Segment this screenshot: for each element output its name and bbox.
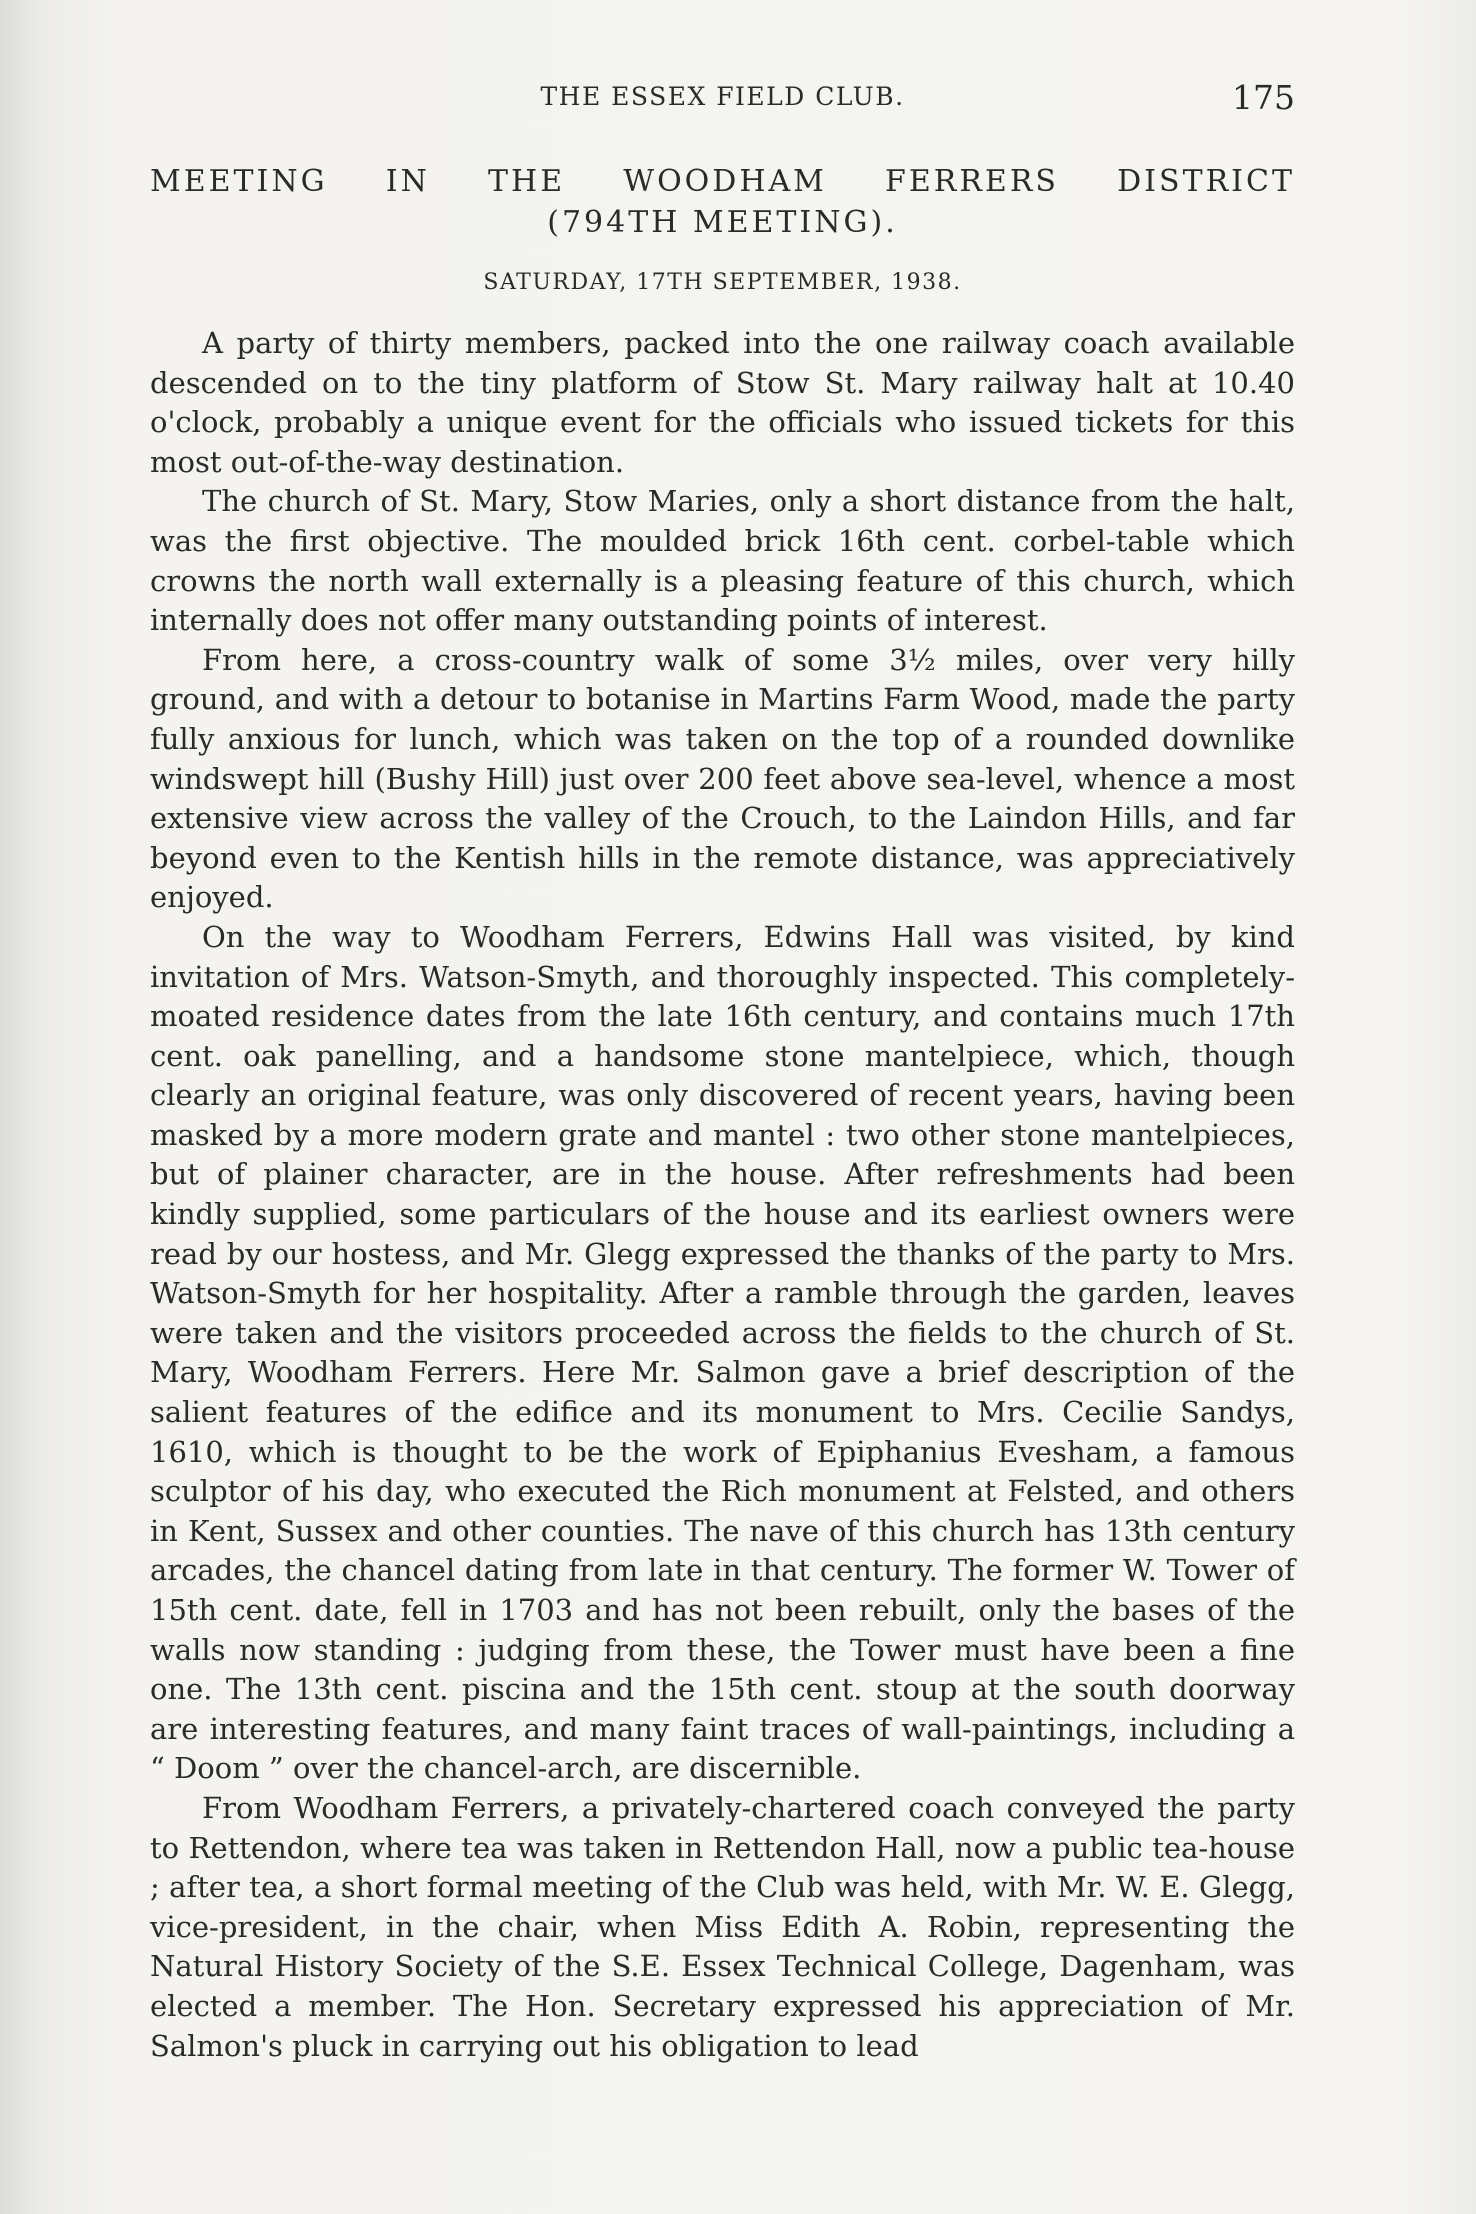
heading-word: DISTRICT	[1117, 164, 1295, 199]
page-number: 175	[1232, 78, 1295, 117]
meeting-heading-line-2: (794TH MEETING).	[547, 205, 898, 240]
meeting-heading-line-1	[150, 164, 1295, 199]
paragraph: The church of St. Mary, Stow Maries, only a short distance from the halt, was the first objective. The moulded brick 16th cent. corbel-table which crowns the north wall externally is a pleasing feature of this church, which internally does not offer many outstanding points of interest.	[150, 484, 1295, 638]
heading-word: THE	[488, 164, 566, 199]
running-head-title: THE ESSEX FIELD CLUB.	[540, 82, 905, 111]
body-text	[150, 324, 1295, 2066]
paragraph: From Woodham Ferrers, a privately-chartered coach conveyed the party to Rettendon, where tea was taken in Rettendon Hall, now a public tea-house ; after tea, a short formal meeting of the Club was held, with Mr. W. E. Glegg, vice-president, in the chair, when Miss Edith A. Robin, representing the Natural History Society of the S.E. Essex Technical College, Dagenham, was elected a member. The Hon. Secretary expressed his appreciation of Mr. Salmon's pluck in carrying out his obligation to lead	[150, 1790, 1295, 2063]
paragraph: From here, a cross-country walk of some 3½ miles, over very hilly ground, and with a detour to botanise in Martins Farm Wood, made the party fully anxious for lunch, which was taken on the top of a rounded downlike windswept hill (Bushy Hill) just over 200 feet above sea-level, whence a most extensive view across the valley of the Crouch, to the Laindon Hills, and far beyond even to the Kentish hills in the remote distance, was appreciatively enjoyed.	[150, 642, 1295, 915]
paragraph: On the way to Woodham Ferrers, Edwins Hall was visited, by kind invitation of Mrs. Watson-Smyth, and thoroughly inspected. This completely-moated residence dates from the late 16th century, and contains much 17th cent. oak panelling, and a handsome stone mantelpiece, which, though clearly an original feature, was only discovered of recent years, having been masked by a more modern grate and mantel : two other stone mantelpieces, but of plainer character, are in the house. After refreshments had been kindly supplied, some particulars of the house and its earliest owners were read by our hostess, and Mr. Glegg expressed the thanks of the party to Mrs. Watson-Smyth for her hospitality. After a ramble through the garden, leaves were taken and the visitors proceeded across the fields to the church of St. Mary, Woodham Ferrers. Here Mr. Salmon gave a brief description of the salient features of the edifice and its monument to Mrs. Cecilie Sandys, 1610, which is thought to be the work of Epiphanius Evesham, a famous sculptor of his day, who executed the Rich monument at Felsted, and others in Kent, Sussex and other counties. The nave of this church has 13th century arcades, the chancel dating from late in that century. The former W. Tower of 15th cent. date, fell in 1703 and has not been rebuilt, only the bases of the walls now standing : judging from these, the Tower must have been a fine one. The 13th cent. piscina and the 15th cent. stoup at the south doorway are interesting features, and many faint traces of wall-paintings, including a “ Doom ” over the chancel-arch, are discernible.	[150, 919, 1295, 1786]
heading-word: MEETING	[150, 164, 328, 199]
meeting-heading	[150, 164, 1295, 240]
paragraph: A party of thirty members, packed into the one railway coach available descended on to the tiny platform of Stow St. Mary railway halt at 10.40 o'clock, probably a unique event for the officials who issued tickets for this most out-of-the-way destination.	[150, 326, 1295, 479]
heading-word: WOODHAM	[623, 164, 827, 199]
meeting-date: SATURDAY, 17TH SEPTEMBER, 1938.	[483, 270, 962, 295]
running-head	[150, 78, 1295, 122]
heading-word: FERRERS	[885, 164, 1059, 199]
heading-word: IN	[385, 164, 430, 199]
